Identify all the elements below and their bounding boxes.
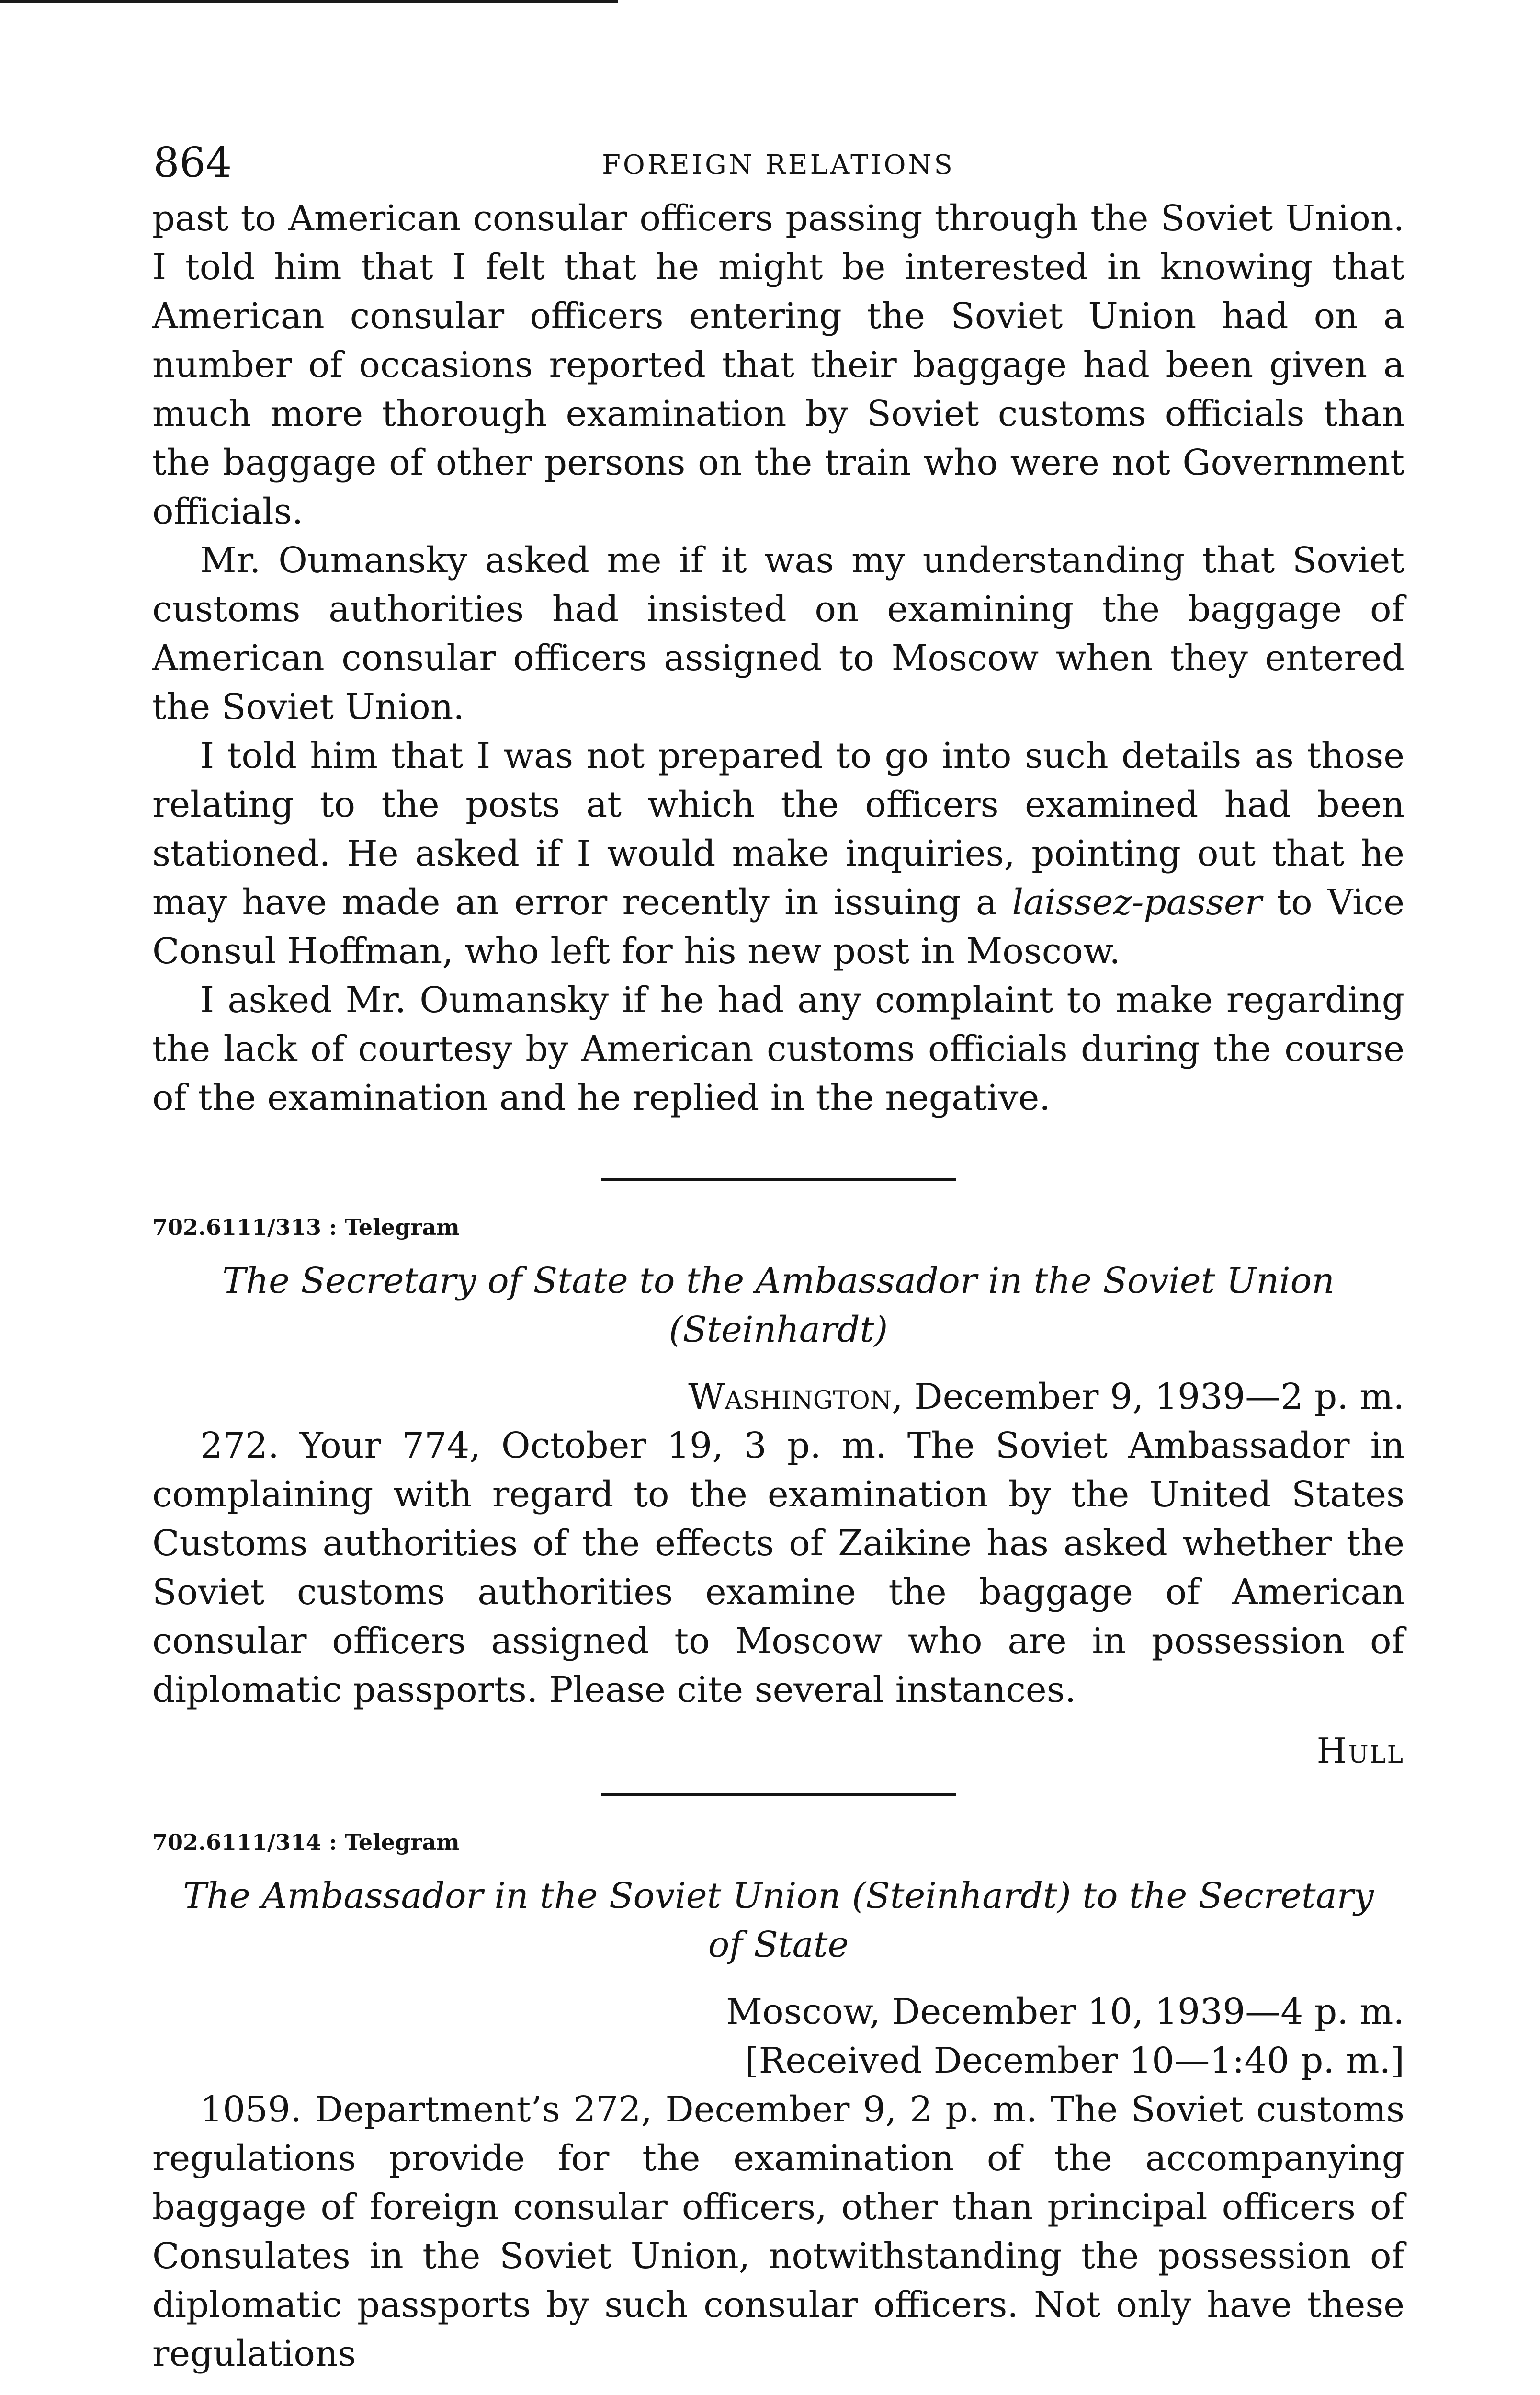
document-2-dateline: Moscow, December 10, 1939—4 p. m. — [726, 1991, 1404, 2032]
document-1-file-reference: 702.6111/313 : Telegram — [152, 1214, 460, 1240]
laissez-passer-term: laissez-passer — [1012, 882, 1262, 923]
document-1-heading — [152, 1256, 1404, 1354]
running-title: FOREIGN RELATIONS — [602, 149, 955, 181]
paragraph-3-text-a: I told him that I was not prepared to go into such details as those relating to the posts at which the officers examined had been stationed. He asked if I would make inquiries, pointing out that he may have made an error recently in issuing a — [152, 735, 1404, 923]
document-2-heading — [152, 1871, 1404, 1969]
document-1-place: Washington — [688, 1376, 892, 1417]
running-header — [152, 137, 1404, 194]
document-1-heading-line-2: (Steinhardt) — [668, 1309, 888, 1350]
document-1-heading-line-1: The Secretary of State to the Ambassador in the Soviet Union — [222, 1260, 1335, 1301]
document-1-dateline — [152, 1372, 1404, 1421]
continued-paragraph-1: past to American consular officers passing through the Soviet Union. I told him that I felt that he might be interested in knowing that American consular officers entering the Soviet Union had on a number of occasions reported that their baggage had been given a much more thorough examination by Soviet customs officials than the baggage of other persons on the train who were not Government officials. — [152, 198, 1404, 532]
section-divider-1 — [601, 1178, 956, 1181]
continued-paragraph-2: Mr. Oumansky asked me if it was my understanding that Soviet customs authorities had insisted on examining the baggage of American consular officers assigned to Moscow when they entered the Soviet Union. — [152, 540, 1404, 728]
section-divider-2 — [601, 1793, 956, 1796]
document-page — [152, 137, 1404, 2378]
document-2-received-note: [Received December 10—1:40 p. m.] — [745, 2040, 1404, 2081]
document-2-body: 1059. Department’s 272, December 9, 2 p. m. The Soviet customs regulations provide for the examination of the accompanying baggage of foreign consular officers, other than principal officers of Consulates in the Soviet Union, notwithstanding the possession of diplomatic passports by such consular officers. Not only have these regulations — [152, 2089, 1404, 2374]
paragraph-3-text-b: to Vice Consul Hoffman, who left for his new post in Moscow. — [152, 882, 1404, 972]
document-2-heading-line-2: of State — [708, 1924, 849, 1965]
top-edge-rule — [0, 0, 618, 3]
page-number: 864 — [153, 139, 232, 187]
document-2-heading-line-1: The Ambassador in the Soviet Union (Steinhardt) to the Secretary — [183, 1875, 1374, 1916]
document-1-date: , December 9, 1939—2 p. m. — [892, 1376, 1404, 1417]
document-1-body: 272. Your 774, October 19, 3 p. m. The Soviet Ambassador in complaining with regard to the examination by the United States Customs authorities of the effects of Zaikine has asked whether the Soviet customs authorities examine the baggage of American consular officers assigned to Moscow who are in possession of diplomatic passports. Please cite several instances. — [152, 1425, 1404, 1711]
continued-paragraph-3 — [152, 731, 1404, 976]
document-2-file-reference: 702.6111/314 : Telegram — [152, 1829, 460, 1855]
continued-paragraph-4: I asked Mr. Oumansky if he had any complaint to make regarding the lack of courtesy by American customs officials during the course of the examination and he replied in the negative. — [152, 980, 1404, 1118]
document-1-signature: Hull — [1316, 1731, 1404, 1771]
